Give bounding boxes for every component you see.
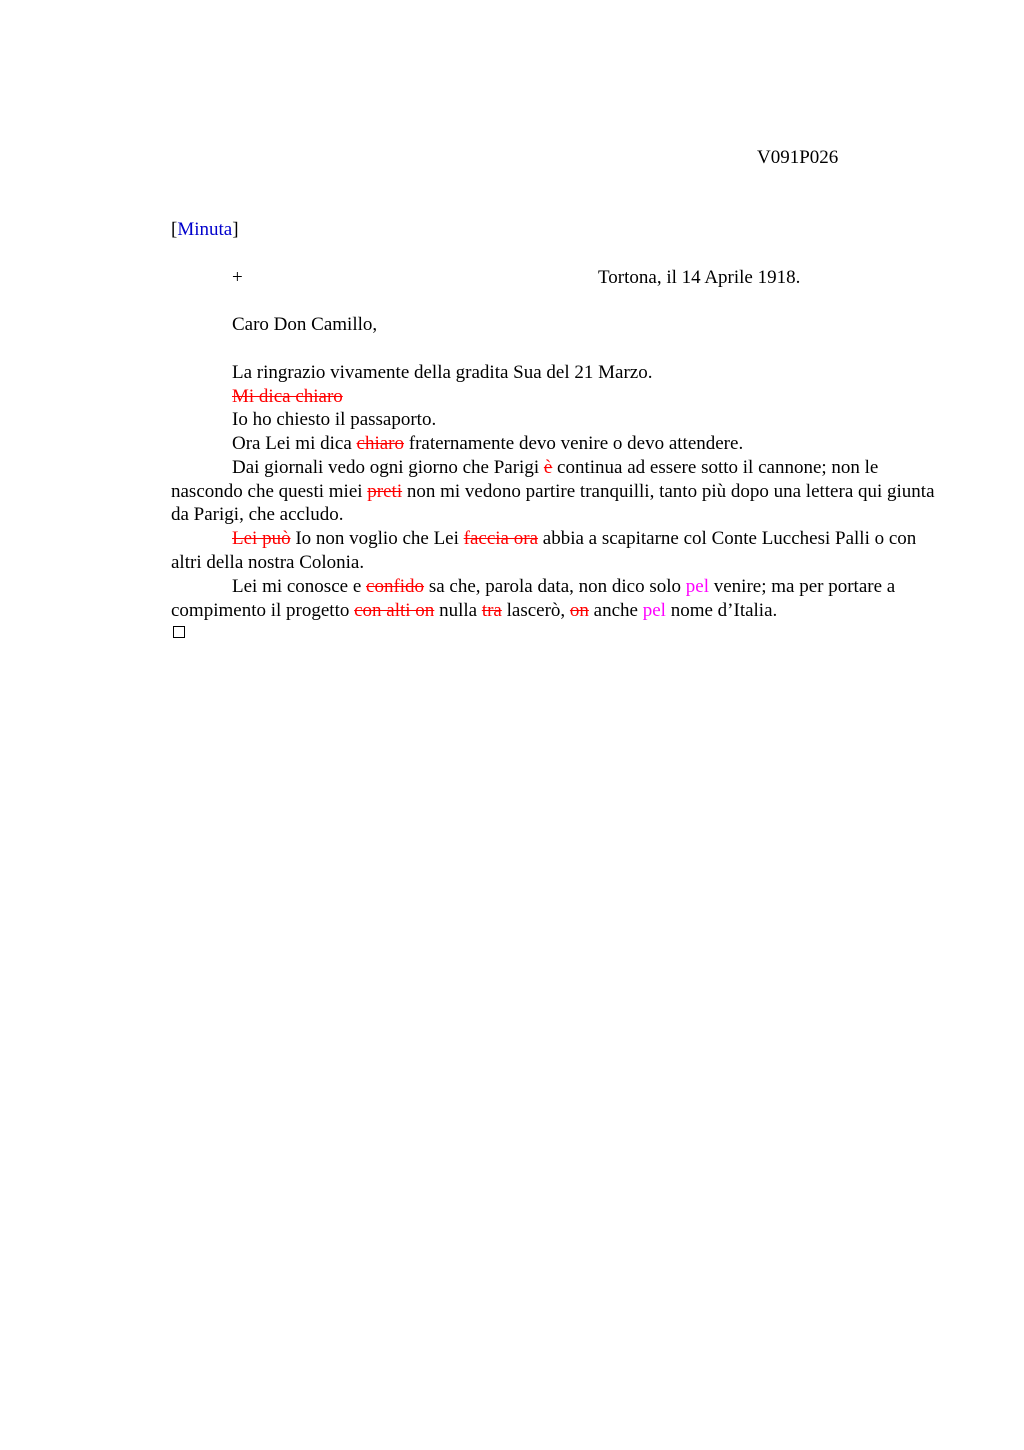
deletion: faccia ora: [463, 528, 539, 549]
text-run: lascerò,: [501, 599, 570, 621]
text-run: continua ad essere sotto il cannone; non le nascondo che questi miei: [171, 457, 879, 502]
deletion: on: [569, 599, 589, 621]
text-run: Ora Lei mi dica: [232, 433, 357, 454]
text-run: Io non voglio che Lei: [290, 528, 464, 549]
deletion: preti: [367, 480, 403, 502]
insertion: pel: [685, 576, 709, 597]
minuta-label: [171, 218, 239, 242]
deleted-line: Mi dica chiaro: [232, 386, 343, 407]
text-run: Lei mi conosce e: [232, 576, 367, 597]
deletion: è: [543, 457, 553, 478]
text-run: nulla: [434, 599, 482, 621]
paragraph-4: [232, 432, 743, 456]
text-run: sa che, parola data, non dico solo: [424, 576, 686, 597]
deletion: tra: [481, 599, 502, 621]
paragraph-6: [171, 527, 941, 574]
text-run: anche: [588, 599, 643, 621]
deletion: confido: [366, 576, 425, 597]
place-date: Tortona, il 14 Aprile 1918.: [598, 267, 801, 288]
deletion: chiaro: [356, 433, 404, 454]
text-run: venire; ma per portare a compimento il progetto: [171, 576, 896, 621]
deletion: con alti on: [354, 599, 435, 621]
deletion: Lei può: [232, 528, 291, 549]
insertion: pel: [642, 599, 666, 621]
cross-symbol: +: [232, 267, 243, 288]
text-run: abbia a scapitarne col Conte Lucchesi Palli o con altri della nostra Colonia.: [171, 528, 917, 573]
paragraph-1: La ringrazio vivamente della gradita Sua del 21 Marzo.: [232, 362, 653, 383]
text-run: nome d’Italia.: [665, 599, 778, 621]
document-code: V091P026: [757, 147, 839, 168]
label-text: Minuta: [177, 219, 233, 240]
label-bracket-open: [: [171, 219, 178, 240]
text-run: Dai giornali vedo ogni giorno che Parigi: [232, 457, 544, 478]
label-bracket-close: ]: [232, 219, 239, 240]
salutation: Caro Don Camillo,: [232, 314, 378, 335]
paragraph-5: [171, 456, 941, 527]
paragraph-7: [171, 575, 941, 622]
end-of-document-box: [173, 626, 185, 638]
paragraph-3: Io ho chiesto il passaporto.: [232, 409, 437, 430]
text-run: fraternamente devo venire o devo attendere.: [404, 433, 744, 454]
text-run: non mi vedono partire tranquilli, tanto più dopo una lettera qui giunta da Parigi, che accludo.: [171, 480, 935, 526]
